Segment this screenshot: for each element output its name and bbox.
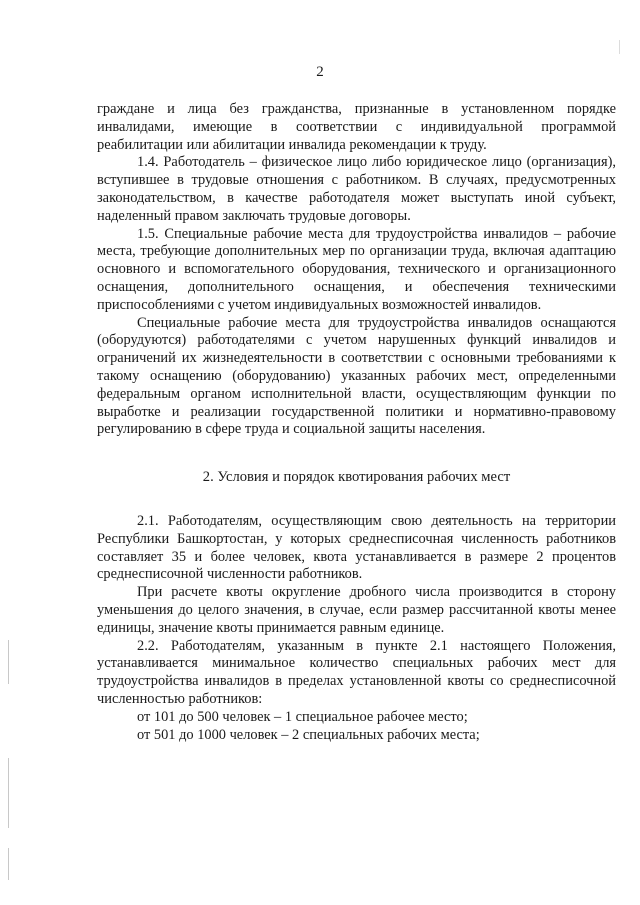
paragraph-1-4: 1.4. Работодатель – физическое лицо либо юридическое лицо (организация), вступившее в трудовые отношения с работником. В случаях, предусмотренных законодательством, в качестве работодателя может выступать иной субъект, наделенный правом заключать трудовые договоры. xyxy=(97,154,616,224)
document-body xyxy=(97,101,616,744)
paragraph-2-1: 2.1. Работодателям, осуществляющим свою деятельность на территории Республики Башкортостан, у которых среднесписочная численность работников составляет 35 и более человек, квота устанавливается в размере 2 процентов среднесписочной численности работников. xyxy=(97,512,616,583)
corner-mark xyxy=(619,40,620,54)
paragraph-special-workplaces: Специальные рабочие места для трудоустройства инвалидов оснащаются (оборудуются) работодателями с учетом нарушенных функций инвалидов и ограничений их жизнедеятельности в соответствии с основными требованиями к такому оснащению (оборудованию) указанных рабочих мест, определенными федеральным органом исполнительной власти, осуществляющим функции по выработке и реализации государственной политики и нормативно-правовому регулированию в сфере труда и социальной защиты населения. xyxy=(97,314,616,438)
paragraph-2-2: 2.2. Работодателям, указанным в пункте 2.1 настоящего Положения, устанавливается минимальное количество специальных рабочих мест для трудоустройства инвалидов в пределах установленной квоты со среднесписочной численностью работников: xyxy=(97,637,616,707)
section-heading: 2. Условия и порядок квотирования рабочих мест xyxy=(202,469,511,486)
paragraph-1-5: 1.5. Специальные рабочие места для трудоустройства инвалидов – рабочие места, требующие дополнительных мер по организации труда, включая адаптацию основного и вспомогательного оборудования, технического и организационного оснащения, дополнительного оснащения, и обеспечения техническими приспособлениями с учетом индивидуальных возможностей инвалидов. xyxy=(97,225,616,313)
list-item: от 101 до 500 человек – 1 специальное рабочее место; xyxy=(137,708,468,725)
margin-mark xyxy=(8,758,9,828)
margin-mark xyxy=(8,640,9,684)
margin-mark xyxy=(8,848,9,880)
paragraph-rounding: При расчете квоты округление дробного числа производится в сторону уменьшения до целого значения, в случае, если размер рассчитанной квоты менее единицы, значение квоты принимается равным единице. xyxy=(97,584,616,636)
list-item: от 501 до 1000 человек – 2 специальных рабочих места; xyxy=(137,726,480,743)
paragraph-continuation: граждане и лица без гражданства, признанные в установленном порядке инвалидами, имеющие в соответствии с индивидуальной программой реабилитации или абилитации инвалида рекомендации к труду. xyxy=(97,101,616,153)
page-number: 2 xyxy=(316,64,324,80)
